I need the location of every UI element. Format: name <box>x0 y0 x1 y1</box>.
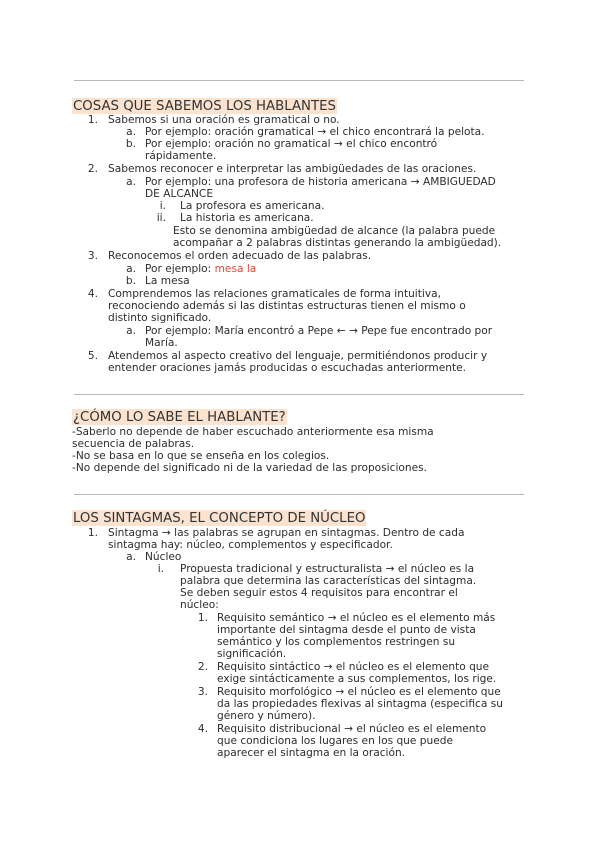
list-item-continued: María. <box>145 337 178 349</box>
note-text: Esto se denomina ambigüedad de alcance (la palabra puede <box>173 225 496 237</box>
list-item-continued: aparecer el sintagma en la oración. <box>217 747 406 759</box>
list-item-continued: entender oraciones jamás producidas o escuchadas anteriormente. <box>108 362 467 374</box>
list-item-continued: Se deben seguir estos 4 requisitos para encontrar el <box>180 587 458 599</box>
list-marker: 3. <box>197 686 208 698</box>
paragraph-line: -No depende del significado ni de la variedad de las proposiciones. <box>72 462 427 474</box>
list-item: La profesora es americana. <box>180 200 325 212</box>
list-marker: a. <box>126 176 136 188</box>
list-item: Requisito distribucional → el núcleo es el elemento <box>217 723 487 735</box>
list-item-continued: importante del sintagma desde el punto de vista <box>217 624 476 636</box>
list-item: Comprendemos las relaciones gramaticales de forma intuitiva, <box>108 288 441 300</box>
list-item: Núcleo <box>145 551 182 563</box>
list-marker: 2. <box>197 661 208 673</box>
divider <box>74 394 524 395</box>
list-item-continued: sintagma hay: núcleo, complementos y especificador. <box>108 539 393 551</box>
list-item: Sabemos si una oración es gramatical o no. <box>108 114 340 126</box>
list-item-continued: que condiciona los lugares en los que puede <box>217 735 453 747</box>
list-item: Propuesta tradicional y estructuralista → el núcleo es la <box>180 563 475 575</box>
list-item: Por ejemplo: oración no gramatical → el chico encontró <box>145 138 438 150</box>
list-marker: 1. <box>87 527 98 539</box>
list-item: Por ejemplo: María encontró a Pepe ← → Pepe fue encontrado por <box>145 325 493 337</box>
list-item-continued: distinto significado. <box>108 312 212 324</box>
example-label: Por ejemplo: <box>145 263 215 275</box>
list-marker: a. <box>126 551 136 563</box>
list-marker: 5. <box>87 350 98 362</box>
list-item-continued: significación. <box>217 648 287 660</box>
paragraph-line: -Saberlo no depende de haber escuchado anteriormente esa misma <box>72 426 434 438</box>
list-marker: 3. <box>87 250 98 262</box>
list-item: Sabemos reconocer e interpretar las ambigüedades de las oraciones. <box>108 163 477 175</box>
list-item-continued: reconociendo además si las distintas estructuras tienen el mismo o <box>108 300 466 312</box>
list-marker: 4. <box>87 288 98 300</box>
paragraph-line: secuencia de palabras. <box>72 438 195 450</box>
list-item-continued: rápidamente. <box>145 150 217 162</box>
list-item: Sintagma → las palabras se agrupan en sintagmas. Dentro de cada <box>108 527 465 539</box>
list-item-continued: núcleo: <box>180 599 219 611</box>
note-text: acompañar a 2 palabras distintas generando la ambigüedad). <box>173 237 502 249</box>
list-item: Por ejemplo: una profesora de historia americana → AMBIGUEDAD <box>145 176 496 188</box>
section-heading: COSAS QUE SABEMOS LOS HABLANTES <box>73 99 336 114</box>
list-item-continued: DE ALCANCE <box>145 188 214 200</box>
section-heading: LOS SINTAGMAS, EL CONCEPTO DE NÚCLEO <box>73 511 366 526</box>
paragraph-line: -No se basa en lo que se enseña en los colegios. <box>72 450 330 462</box>
list-marker: a. <box>126 325 136 337</box>
incorrect-example: mesa la <box>214 263 257 275</box>
list-item: Atendemos al aspecto creativo del lenguaje, permitiéndonos producir y <box>108 350 488 362</box>
list-marker: 4. <box>197 723 208 735</box>
list-item-continued: exige sintácticamente a sus complementos, los rige. <box>217 673 497 685</box>
list-item-continued: género y número). <box>217 710 316 722</box>
list-marker: 1. <box>87 114 98 126</box>
list-item: Requisito morfológico → el núcleo es el elemento que <box>217 686 501 698</box>
list-marker: i. <box>157 563 164 575</box>
list-marker: b. <box>125 275 136 287</box>
section-heading: ¿CÓMO LO SABE EL HABLANTE? <box>73 410 286 425</box>
list-marker: i. <box>159 200 166 212</box>
list-marker: a. <box>126 263 136 275</box>
list-item: Requisito semántico → el núcleo es el elemento más <box>217 612 496 624</box>
list-marker: 1. <box>197 612 208 624</box>
list-marker: ii. <box>156 212 166 224</box>
list-item: Por ejemplo: oración gramatical → el chico encontrará la pelota. <box>145 126 485 138</box>
list-marker: b. <box>125 138 136 150</box>
list-item-continued: semántico y los complementos restringen su <box>217 636 456 648</box>
list-item: Reconocemos el orden adecuado de las palabras. <box>108 250 372 262</box>
list-item-continued: palabra que determina las características del sintagma. <box>180 575 477 587</box>
list-item: La historia es americana. <box>180 212 314 224</box>
list-item: Requisito sintáctico → el núcleo es el elemento que <box>217 661 490 673</box>
list-marker: a. <box>126 126 136 138</box>
list-marker: 2. <box>87 163 98 175</box>
divider <box>74 494 524 495</box>
divider <box>74 80 524 81</box>
list-item: La mesa <box>145 275 190 287</box>
list-item <box>145 263 256 275</box>
list-item-continued: da las propiedades flexivas al sintagma (especifica su <box>217 698 503 710</box>
